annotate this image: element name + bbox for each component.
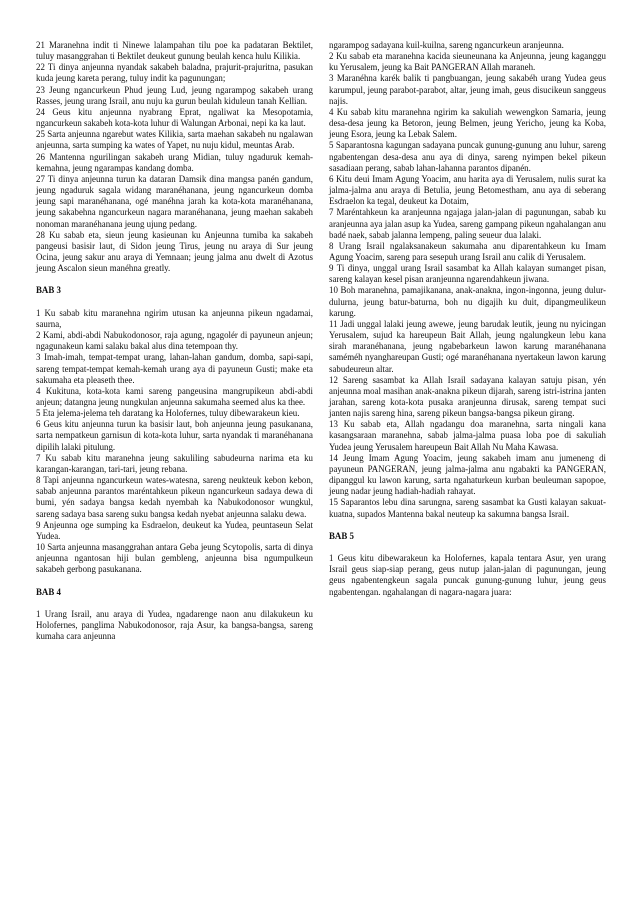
paragraph: 10 Boh maranehna, pamajikanana, anak-anakna, ingon-ingonna, jeung dulur-dulurna, jeung batur-baturna, boh nu digajih ku duit, dipangmeulikeun karung. (329, 285, 606, 318)
paragraph: 7 Ku sabab kitu maranehna jeung sakuliling sabudeurna narima eta ku karangan-karangan, tari-tari, jeung rebana. (36, 452, 313, 474)
left-column (36, 40, 313, 642)
paragraph: 2 Kami, abdi-abdi Nabukodonosor, raja agung, ngagolér di payuneun anjeun; ngagunakeun kami salaku bakal alus dina tetempoan thy. (36, 330, 313, 352)
paragraph: 8 Urang Israil ngalaksanakeun sakumaha anu diparentahkeun ku Imam Agung Yoacim, sareng para sesepuh urang Israil anu calik di Yerusalem. (329, 240, 606, 262)
chapter-heading: BAB 3 (36, 285, 61, 296)
paragraph: 14 Jeung Imam Agung Yoacim, jeung sakabeh imam anu jumeneng di payuneun PANGERAN, jeung jalma-jalma anu ngabakti ka PANGERAN, dipanggul ku lawon karung, sarta ngahaturkeun kurban beuleuman sapopoe, jeung nadar jeung hadiah-hadiah rahayat. (329, 452, 606, 497)
paragraph: 15 Saparantos lebu dina sarungna, sareng sasambat ka Gusti kalayan sakuat-kuatna, supados Mantenna bakal neuteup ka sakumna bangsa Israil. (329, 497, 606, 519)
paragraph: 21 Maranehna indit ti Ninewe lalampahan tilu poe ka padataran Bektilet, tuluy masanggrahan ti Bektilet deukeut gunung beulah kenca hulu Kilikia. (36, 40, 313, 62)
paragraph: 12 Sareng sasambat ka Allah Israil sadayana kalayan satuju pisan, yén anjeunna moal masihan anak-anakna pikeun dijarah, sareng istri-istrina janten jarahan, sareng kota-kota pusaka aranjeunna dirusak, sareng tempat suci janten najis sareng hina, sareng pikeun bangsa-bangsa pikeun girang. (329, 374, 606, 419)
paragraph: 5 Eta jelema-jelema teh daratang ka Holofernes, tuluy dibewarakeun kieu. (36, 408, 300, 419)
chapter-heading: BAB 5 (329, 530, 354, 541)
paragraph: 9 Ti dinya, unggal urang Israil sasambat ka Allah kalayan sumanget pisan, sareng kalayan kesel pisan aranjeunna ngarendahkeun jiwana. (329, 263, 606, 285)
paragraph: 11 Jadi unggal lalaki jeung awewe, jeung barudak leutik, jeung nu nyicingan Yerusalem, sujud ka hareupeun Bait Allah, jeung ngalungkeun lebu kana sirah maranéhanana, jeung ngabebarkeun lawon karung maranéhanana saméméh nyanghareupan Gusti; ogé maranéhanana nyertakeun lawon karung sabudeureun altar. (329, 318, 606, 374)
paragraph: 5 Saparantosna kagungan sadayana puncak gunung-gunung anu luhur, sareng ngabentengan desa-desa anu aya di dinya, sareng nyimpen bekel pikeun sasadiaan perang, sabab lahan-lahanna parantos dipanén. (329, 140, 606, 173)
paragraph: 6 Geus kitu anjeunna turun ka basisir laut, boh anjeunna jeung pasukanana, sarta nempatkeun garnisun di kota-kota luhur, sarta nyandak ti maranéhanana dipilih lalaki pitulung. (36, 419, 313, 452)
paragraph: 4 Kukituna, kota-kota kami sareng pangeusina mangrupikeun abdi-abdi anjeun; datangna jeung nungkulan anjeunna sakumaha seemed alus ka thee. (36, 385, 313, 407)
paragraph: ngarampog sadayana kuil-kuilna, sareng ngancurkeun aranjeunna. (329, 40, 564, 50)
paragraph: 1 Urang Israil, anu araya di Yudea, ngadarenge naon anu dilakukeun ku Holofernes, panglima Nabukodonosor, raja Asur, ka bangsa-bangsa, sareng kumaha cara anjeunna (36, 608, 313, 642)
paragraph: 27 Ti dinya anjeunna turun ka dataran Damsik dina mangsa panén gandum, jeung ngaduruk sagala widang maranéhanana, jeung ngancurkeun domba jeung sapi maranéhanana, ogé manéhna jarah ka kota-kota maranéhanana, jeung sakabehna ngancurkeun nagara maranéhanana, jeung maehan sakabeh nonoman maranéhanana jeung ujung pedang. (36, 173, 313, 229)
paragraph: 9 Anjeunna oge sumping ka Esdraelon, deukeut ka Yudea, peuntaseun Selat Yudea. (36, 519, 313, 541)
paragraph: 24 Geus kitu anjeunna nyabrang Eprat, ngaliwat ka Mesopotamia, ngancurkeun sakabeh kota-kota luhur di Walungan Arbonai, nepi ka ka laut. (36, 106, 313, 129)
chapter-heading: BAB 4 (36, 586, 61, 597)
paragraph: 13 Ku sabab eta, Allah ngadangu doa maranehna, sarta ningali kana kasangsaraan maranehna, sabab jalma-jalma puasa loba poe di sakuliah Yudea jeung Yerusalem hareupeun Bait Allah Nu Maha Kawasa. (329, 419, 606, 452)
paragraph: 4 Ku sabab kitu maranehna ngirim ka sakuliah wewengkon Samaria, jeung desa-desa jeung ka Betoron, jeung Belmen, jeung Yericho, jeung ka Koba, jeung Esora, jeung ka Lebak Salem. (329, 106, 606, 140)
paragraph: 26 Mantenna ngurilingan sakabeh urang Midian, tuluy ngaduruk kemah-kemahna, jeung ngarampas kandang domba. (36, 151, 313, 173)
paragraph: 3 Imah-imah, tempat-tempat urang, lahan-lahan gandum, domba, sapi-sapi, sareng tempat-tempat kemah-kemah urang aya di payuneun Gusti; make eta sakumaha eta pleaseth thee. (36, 352, 313, 385)
paragraph: 1 Geus kitu dibewarakeun ka Holofernes, kapala tentara Asur, yen urang Israil geus siap-siap perang, geus nutup jalan-jalan di pagunungan, jeung geus ngabentengkeun sagala puncak gunung-gunung luhur, jeung geus ngabentengan. ngahalangan di nagara-nagara juara: (329, 553, 606, 597)
paragraph: 7 Maréntahkeun ka aranjeunna ngajaga jalan-jalan di pagunungan, sabab ku aranjeunna aya jalan asup ka Yudea, sareng gampang pikeun ngahalangan anu badé naek, sabab jalanna lempeng, paling seueur dua lalaki. (329, 207, 606, 240)
right-column (329, 40, 606, 598)
paragraph: 3 Maranéhna karék balik ti pangbuangan, jeung sakabéh urang Yudea geus karumpul, jeung parabot-parabot, altar, jeung imah, geus disucikeun sanggeus najis. (329, 73, 606, 106)
paragraph: 10 Sarta anjeunna masanggrahan antara Geba jeung Scytopolis, sarta di dinya anjeunna ngantosan hiji bulan gembleng, anjeunna bisa ngumpulkeun sakabeh gerbong pasukanana. (36, 542, 313, 575)
paragraph: 8 Tapi anjeunna ngancurkeun wates-watesna, sareng neukteuk kebon kebon, sabab anjeunna parantos maréntahkeun pikeun ngancurkeun sadaya dewa di bumi, yén sadaya bangsa kedah nyembah ka Nabukodonosor wungkul, sareng sadaya basa sareng suku bangsa kedah nyebat anjeunna salaku dewa. (36, 475, 313, 519)
paragraph: 2 Ku sabab eta maranehna kacida sieuneunana ka Anjeunna, jeung kaganggu ku Yerusalem, jeung ka Bait PANGERAN Allah maraneh. (329, 51, 606, 73)
paragraph: 1 Ku sabab kitu maranehna ngirim utusan ka anjeunna pikeun ngadamai, saurna, (36, 307, 313, 329)
paragraph: 6 Kitu deui Imam Agung Yoacim, anu harita aya di Yerusalem, nulis surat ka jalma-jalma anu araya di Betulia, jeung Betomestham, anu aya di seberang Esdraelon ka tegal, deukeut ka Dotaim, (329, 173, 606, 207)
paragraph: 22 Ti dinya anjeunna nyandak sakabeh baladna, prajurit-prajuritna, pasukan kuda jeung kareta perang, tuluy indit ka pagunungan; (36, 62, 313, 84)
paragraph: 28 Ku sabab eta, sieun jeung kasieunan ku Anjeunna tumiba ka sakabeh pangeusi basisir laut, di Sidon jeung Tirus, jeung nu araya di Sur jeung Ocina, jeung sakur anu araya di Yemnaan; jeung jalma anu dwelt di Azotus jeung Ascalon sieun manéhna greatly. (36, 229, 313, 274)
paragraph: 25 Sarta anjeunna ngarebut wates Kilikia, sarta maehan sakabeh nu ngalawan anjeunna, sarta sumping ka wates of Yapet, nu nuju kidul, meuntas Arab. (36, 129, 313, 151)
paragraph: 23 Jeung ngancurkeun Phud jeung Lud, jeung ngarampog sakabeh urang Rasses, jeung urang Israil, anu nuju ka gurun beulah kiduleun tanah Kellian. (36, 84, 313, 106)
